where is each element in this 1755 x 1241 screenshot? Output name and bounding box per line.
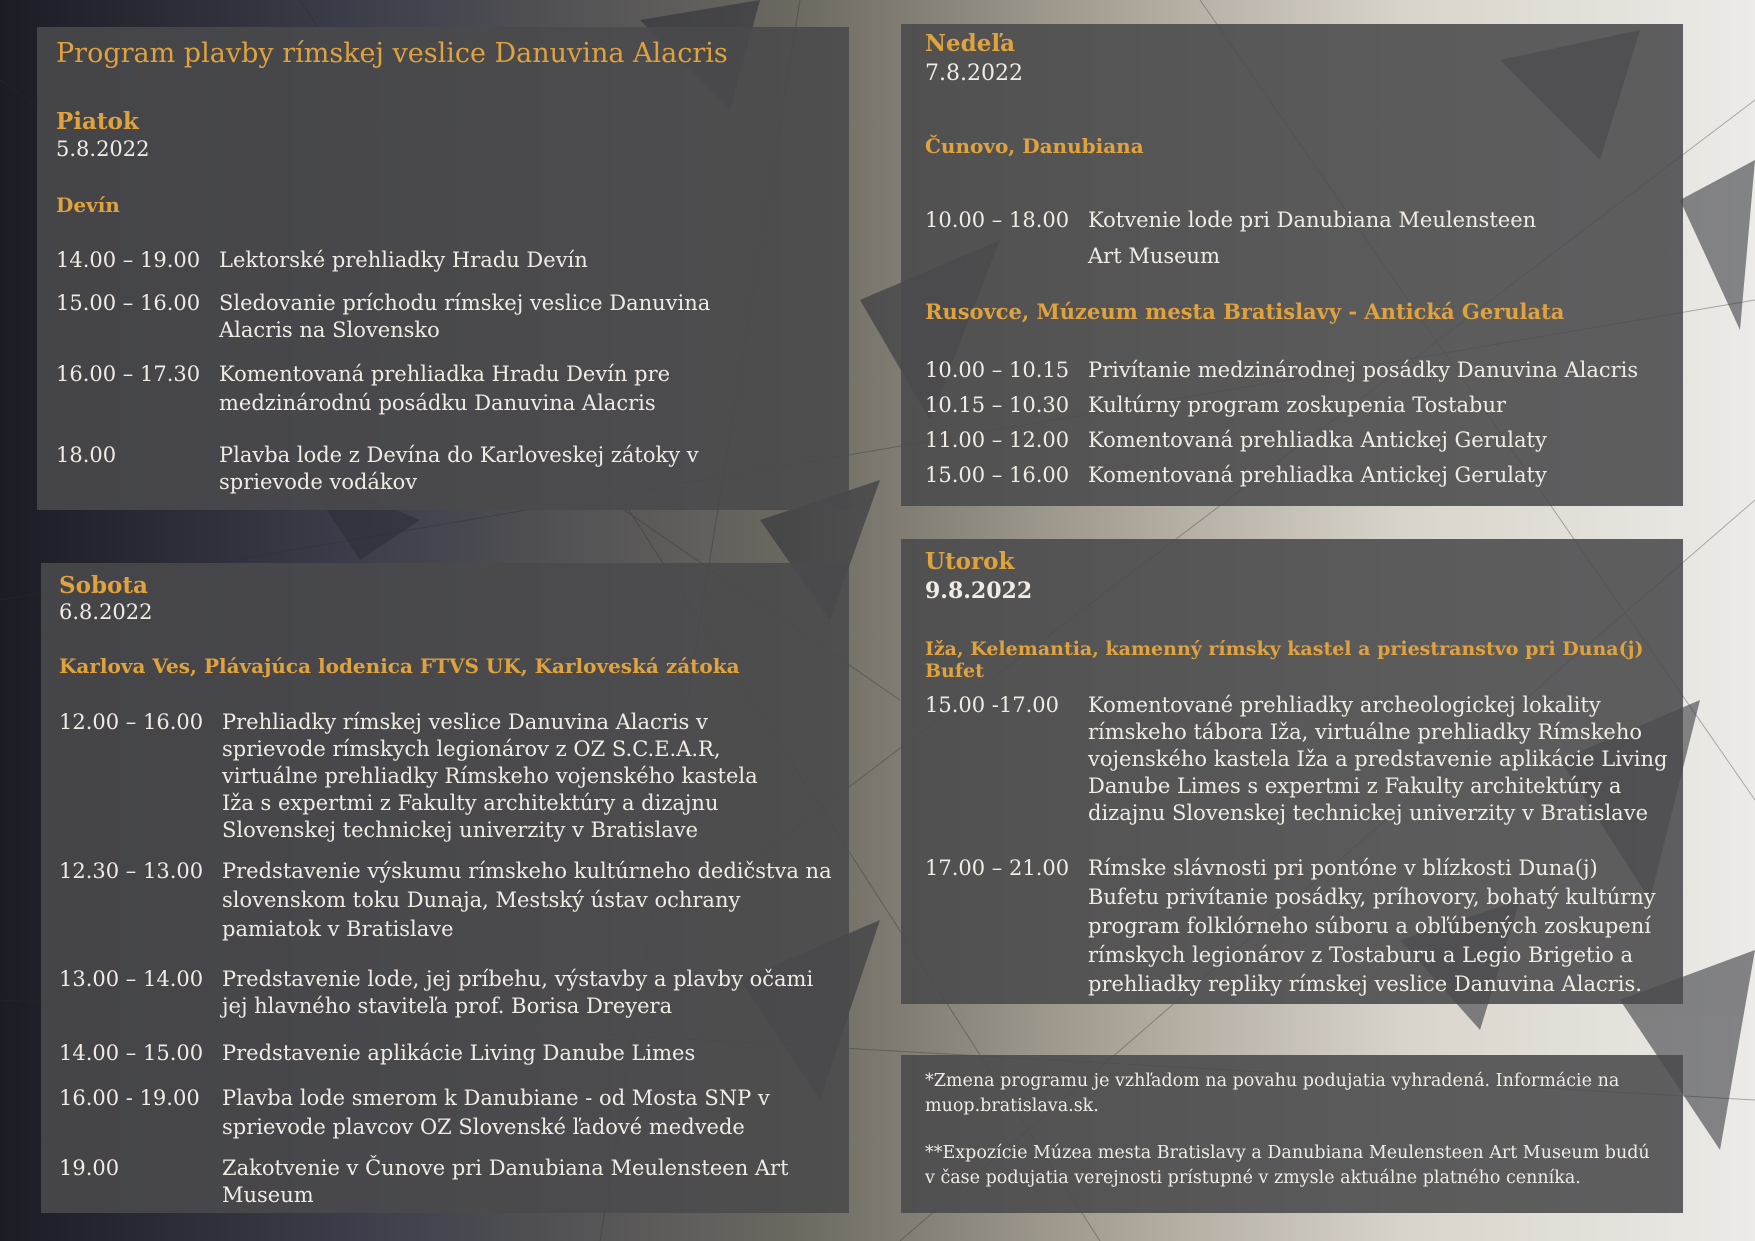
list-item bbox=[56, 360, 821, 418]
description: Komentované prehliadky archeologickej lokality rímskeho tábora Iža, virtuálne prehliadky Rímskeho vojenského kastela Iža a predstavenie aplikácie Living Danube Limes s expertmi z Fakulty architektúry a dizajnu Slovenskej technickej univerzity v Bratislave bbox=[1088, 693, 1668, 825]
description: Plavba lode z Devína do Karloveskej zátoky v sprievode vodákov bbox=[219, 443, 699, 494]
list-item bbox=[925, 854, 1665, 999]
sunday-day: Nedeľa bbox=[925, 30, 1016, 57]
sunday-date: 7.8.2022 bbox=[925, 61, 1023, 86]
time: 16.00 – 17.30 bbox=[56, 362, 201, 386]
time: 13.00 – 14.00 bbox=[59, 967, 204, 991]
list-item bbox=[59, 709, 779, 844]
list-item bbox=[56, 442, 796, 496]
description: Komentovaná prehliadka Antickej Gerulaty bbox=[1088, 463, 1547, 487]
description: Komentovaná prehliadka Hradu Devín pre medzinárodnú posádku Danuvina Alacris bbox=[219, 362, 671, 415]
friday-location: Devín bbox=[56, 193, 120, 217]
time: 12.00 – 16.00 bbox=[59, 710, 204, 734]
time: 14.00 – 19.00 bbox=[56, 248, 201, 272]
list-item bbox=[59, 1040, 839, 1067]
time: 10.00 – 10.15 bbox=[925, 358, 1070, 382]
tuesday-location: Iža, Kelemantia, kamenný rímsky kastel a priestranstvo pri Duna(j) Bufet bbox=[925, 638, 1644, 682]
list-item bbox=[56, 247, 836, 274]
description: Prehliadky rímskej veslice Danuvina Alacris v sprievode rímskych legionárov z OZ S.C.E.A.R, virtuálne prehliadky Rímskeho vojenského kastela Iža s expertmi z Fakulty architektúry a dizajnu Slovenskej technickej univerzity v Bratislave bbox=[222, 710, 758, 842]
list-item bbox=[925, 357, 1685, 384]
description: Lektorské prehliadky Hradu Devín bbox=[219, 248, 588, 272]
list-item bbox=[925, 427, 1685, 454]
list-item bbox=[59, 1155, 789, 1209]
time: 10.00 – 18.00 bbox=[925, 208, 1070, 232]
program-title: Program plavby rímskej veslice Danuvina Alacris bbox=[56, 38, 728, 69]
tuesday-day: Utorok bbox=[925, 548, 1015, 575]
time: 19.00 bbox=[59, 1156, 120, 1180]
description: Privítanie medzinárodnej posádky Danuvina Alacris bbox=[1088, 358, 1639, 382]
saturday-panel bbox=[41, 563, 849, 1213]
time: 15.00 – 16.00 bbox=[925, 463, 1070, 487]
sunday-panel bbox=[901, 24, 1683, 506]
description: Predstavenie výskumu rímskeho kultúrneho dedičstva na slovenskom toku Dunaja, Mestský ústav ochrany pamiatok v Bratislave bbox=[222, 859, 832, 941]
list-item bbox=[925, 202, 1545, 274]
list-item bbox=[56, 290, 716, 344]
description: Predstavenie aplikácie Living Danube Limes bbox=[222, 1041, 696, 1065]
time: 10.15 – 10.30 bbox=[925, 393, 1070, 417]
tuesday-panel bbox=[901, 539, 1683, 1004]
time: 17.00 – 21.00 bbox=[925, 856, 1070, 880]
list-item bbox=[925, 462, 1685, 489]
saturday-date: 6.8.2022 bbox=[59, 600, 153, 624]
saturday-location: Karlova Ves, Plávajúca lodenica FTVS UK, Karloveská zátoka bbox=[59, 654, 740, 678]
description: Kultúrny program zoskupenia Tostabur bbox=[1088, 393, 1507, 417]
sunday-location-2: Rusovce, Múzeum mesta Bratislavy - Antická Gerulata bbox=[925, 299, 1565, 324]
time: 11.00 – 12.00 bbox=[925, 428, 1070, 452]
time: 16.00 - 19.00 bbox=[59, 1086, 200, 1110]
description: Kotvenie lode pri Danubiana Meulensteen Art Museum bbox=[1088, 208, 1537, 268]
time: 18.00 bbox=[56, 443, 117, 467]
list-item bbox=[925, 692, 1675, 827]
list-item bbox=[59, 966, 839, 1020]
note-program-change: *Zmena programu je vzhľadom na povahu podujatia vyhradená. Informácie na muop.bratislava.sk. bbox=[925, 1071, 1620, 1116]
description: Plavba lode smerom k Danubiane - od Mosta SNP v sprievode plavcov OZ Slovenské ľadové medvede bbox=[222, 1086, 770, 1139]
tuesday-date: 9.8.2022 bbox=[925, 578, 1033, 604]
notes-panel bbox=[901, 1055, 1683, 1213]
time: 12.30 – 13.00 bbox=[59, 859, 204, 883]
sunday-location-1: Čunovo, Danubiana bbox=[925, 134, 1144, 158]
description: Rímske slávnosti pri pontóne v blízkosti Duna(j) Bufetu privítanie posádky, príhovory, bohatý kultúrny program folklórneho súboru a obľúbených zoskupení rímskych legionárov z Tostaburu a Legio Brigetio a prehliadky repliky rímskej veslice Danuvina Alacris. bbox=[1088, 856, 1656, 996]
time: 15.00 – 16.00 bbox=[56, 291, 201, 315]
description: Zakotvenie v Čunove pri Danubiana Meulensteen Art Museum bbox=[222, 1156, 789, 1207]
friday-panel bbox=[37, 27, 849, 510]
saturday-day: Sobota bbox=[59, 572, 148, 599]
list-item bbox=[59, 857, 839, 944]
friday-day: Piatok bbox=[56, 108, 139, 135]
friday-date: 5.8.2022 bbox=[56, 137, 150, 161]
list-item bbox=[59, 1084, 789, 1142]
time: 14.00 – 15.00 bbox=[59, 1041, 204, 1065]
list-item bbox=[925, 392, 1685, 419]
description: Predstavenie lode, jej príbehu, výstavby a plavby očami jej hlavného staviteľa prof. Borisa Dreyera bbox=[222, 967, 814, 1018]
note-exhibitions: **Expozície Múzea mesta Bratislavy a Danubiana Meulensteen Art Museum budú v čase podujatia verejnosti prístupné v zmysle aktuálne platného cenníka. bbox=[925, 1143, 1650, 1188]
time: 15.00 -17.00 bbox=[925, 693, 1060, 717]
description: Komentovaná prehliadka Antickej Gerulaty bbox=[1088, 428, 1547, 452]
description: Sledovanie príchodu rímskej veslice Danuvina Alacris na Slovensko bbox=[219, 291, 711, 342]
